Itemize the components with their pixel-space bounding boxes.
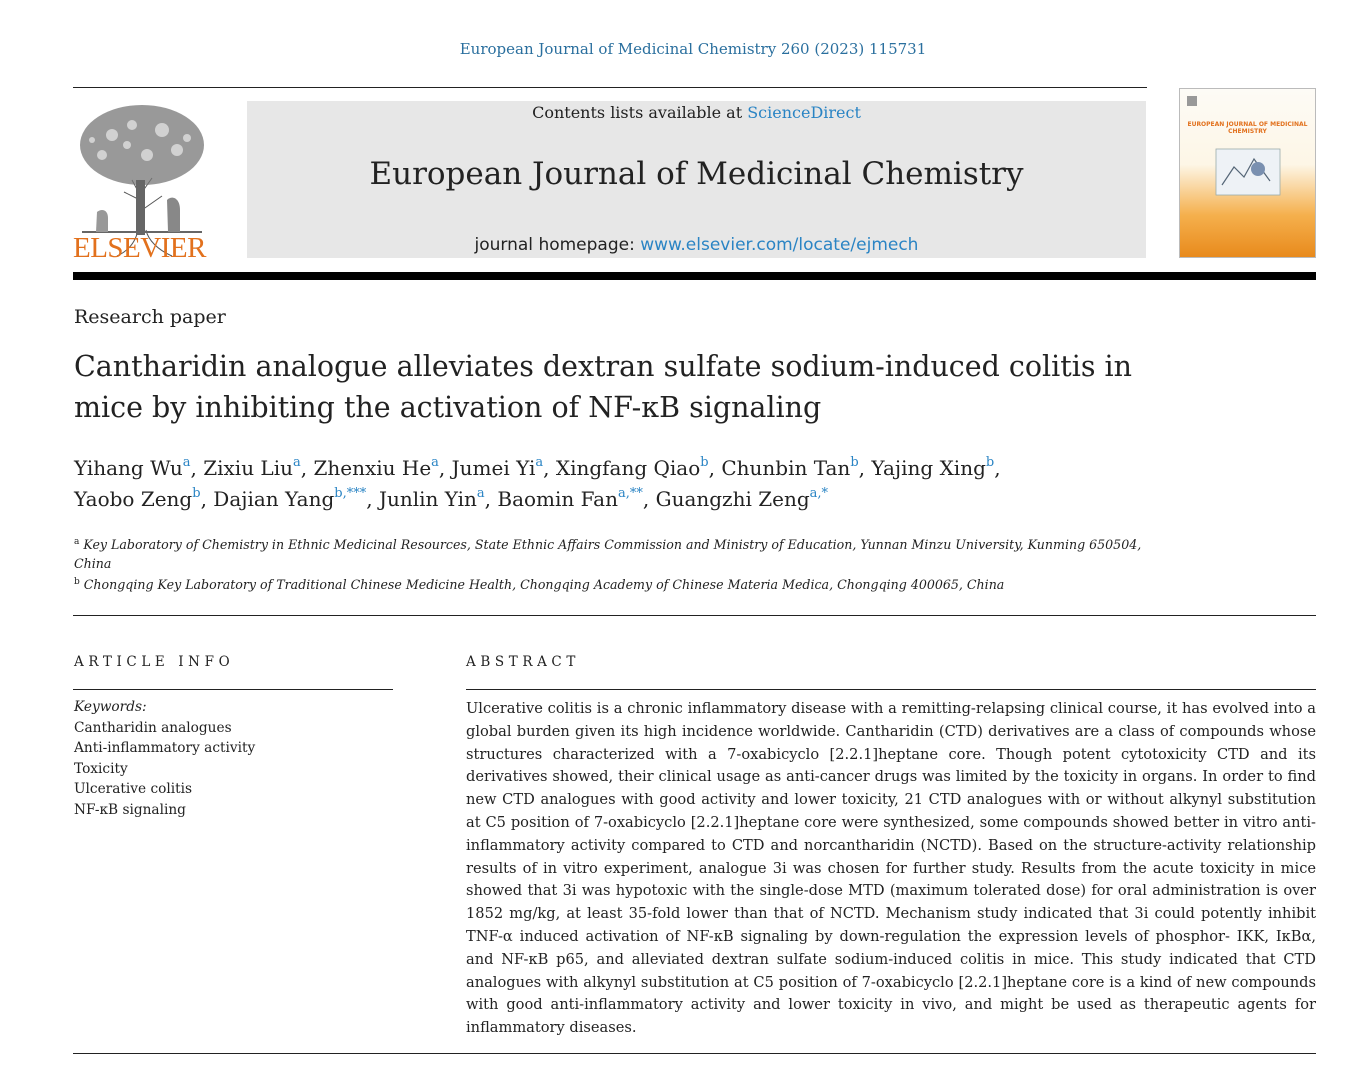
article-type: Research paper — [74, 306, 226, 328]
article-info-heading: ARTICLE INFO — [74, 654, 235, 670]
cover-figure-icon — [1214, 147, 1282, 197]
keyword: NF-κB signaling — [74, 801, 186, 818]
author-affiliation-mark[interactable]: a — [182, 455, 191, 470]
homepage-prefix: journal homepage: — [474, 235, 641, 255]
keyword: Toxicity — [74, 760, 128, 777]
keywords-list — [74, 697, 255, 820]
author-affiliation-mark[interactable]: a — [476, 486, 485, 501]
elsevier-wordmark: ELSEVIER — [73, 232, 206, 264]
affiliation-mark: b — [74, 577, 80, 587]
bottom-rule — [73, 1053, 1316, 1054]
author-affiliation-mark[interactable]: a,** — [617, 486, 643, 501]
author-list: Yihang Wu$^a$, Zixiu Liu$^a$, Zhenxiu He$^a$, Jumei Yi$^a$, Xingfang Qiao$^b$, Chunbin Tan$^b$, Yajing Xing$^b$, Yaobo Zeng$^b$, Dajian Yang$^{b,***}$, Junlin Yin$^a$, Baomin Fan$^{a,**}$, Guangzhi Zeng$^{a,*}$ — [74, 455, 1001, 511]
author-affiliation-mark[interactable]: a — [292, 455, 301, 470]
journal-title: European Journal of Medicinal Chemistry — [369, 156, 1024, 192]
author[interactable]: Yajing Xing — [871, 456, 986, 480]
author[interactable]: Xingfang Qiao — [555, 456, 701, 480]
author[interactable]: Dajian Yang — [213, 487, 335, 511]
homepage-line — [247, 235, 1146, 255]
affiliation-mark: a — [74, 537, 80, 547]
affiliation-text: Key Laboratory of Chemistry in Ethnic Medicinal Resources, State Ethnic Affairs Commission and Ministry of Education, Yunnan Minzu University, Kunming 650504, China — [74, 537, 1142, 571]
author[interactable]: Junlin Yin — [378, 487, 477, 511]
abstract-heading: ABSTRACT — [466, 654, 580, 670]
journal-banner — [247, 101, 1146, 258]
author-affiliation-mark[interactable]: b — [192, 486, 201, 501]
author-affiliation-mark[interactable]: b — [700, 455, 709, 470]
author[interactable]: Jumei Yi — [451, 456, 536, 480]
section-divider — [73, 615, 1316, 616]
author[interactable]: Baomin Fan — [497, 487, 618, 511]
author-affiliation-mark[interactable]: b — [850, 455, 859, 470]
author[interactable]: Chunbin Tan — [721, 456, 851, 480]
author[interactable]: Yaobo Zeng — [74, 487, 193, 511]
author-affiliation-mark[interactable]: a — [431, 455, 439, 470]
author-affiliation-mark[interactable]: a — [535, 455, 544, 470]
contents-line — [247, 103, 1146, 122]
keywords-label: Keywords: — [74, 699, 147, 715]
author[interactable]: Guangzhi Zeng — [655, 487, 810, 511]
journal-citation[interactable]: European Journal of Medicinal Chemistry 260 (2023) 115731 — [459, 40, 927, 58]
author-affiliation-mark[interactable]: b — [985, 455, 995, 470]
author[interactable]: Zixiu Liu — [203, 456, 293, 480]
author[interactable]: Zhenxiu He — [313, 456, 432, 480]
affiliation-b — [74, 575, 1154, 594]
contents-prefix: Contents lists available at — [532, 103, 748, 122]
header-thick-rule — [73, 272, 1316, 280]
author-affiliation-mark[interactable]: b,*** — [334, 486, 367, 501]
author[interactable]: Yihang Wu — [74, 456, 183, 480]
sciencedirect-link[interactable]: ScienceDirect — [747, 103, 861, 122]
author-affiliation-mark[interactable]: a,* — [809, 486, 829, 501]
keyword: Ulcerative colitis — [74, 781, 193, 797]
keyword: Anti-inflammatory activity — [74, 740, 256, 756]
article-info-rule — [73, 689, 393, 690]
journal-homepage-link[interactable]: www.elsevier.com/locate/ejmech — [640, 235, 919, 255]
journal-cover-thumbnail[interactable] — [1179, 88, 1316, 258]
affiliation-text: Chongqing Key Laboratory of Traditional Chinese Medicine Health, Chongqing Academy of Chinese Materia Medica, Chongqing 400065, China — [83, 577, 1005, 592]
affiliation-a — [74, 535, 1154, 573]
abstract-rule — [466, 689, 1316, 690]
header-rule — [73, 87, 1147, 88]
cover-title: EUROPEAN JOURNAL OF MEDICINAL CHEMISTRY — [1187, 121, 1308, 135]
keyword: Cantharidin analogues — [74, 719, 232, 736]
article-title: Cantharidin analogue alleviates dextran sulfate sodium-induced colitis in mice by inhibiting the activation of NF-κB signaling — [74, 350, 1133, 424]
elsevier-mini-logo-icon — [1186, 95, 1198, 107]
abstract-text: Ulcerative colitis is a chronic inflammatory disease with a remitting-relapsing clinical course, it has evolved into a global burden given its high incidence worldwide. Cantharidin (CTD) derivatives are a class of compounds whose structures characterized with a 7-oxabicyclo [2.2.1]heptane core. Though potent cytotoxicity CTD and its derivatives showed, their clinical usage as anti-cancer drugs was limited by the toxicity in organs. In order to find new CTD analogues with good activity and lower toxicity, 21 CTD analogues with or without alkynyl substitution at C5 position of 7-oxabicyclo [2.2.1]heptane core were synthesized, some compounds showed better in vitro anti-inflammatory activity compared to CTD and norcantharidin (NCTD). Based on the structure-activity relationship results of in vitro experiment, analogue 3i was chosen for further study. Results from the acute toxicity in mice showed that 3i was hypotoxic with the single-dose MTD (maximum tolerated dose) for oral administration is over 1852 mg/kg, at least 35-fold lower than that of NCTD. Mechanism study indicated that 3i could potently inhibit TNF-α induced activation of NF-κB signaling by down-regulation the expression levels of phosphor- IKK, IκBα, and NF-κB p65, and alleviated dextran sulfate sodium-induced colitis in mice. This study indicated that CTD analogues with alkynyl substitution at C5 position of 7-oxabicyclo [2.2.1]heptane core is a kind of new compounds with good anti-inflammatory activity and lower toxicity in vivo, and might be used as therapeutic agents for inflammatory diseases. — [466, 700, 1316, 1037]
